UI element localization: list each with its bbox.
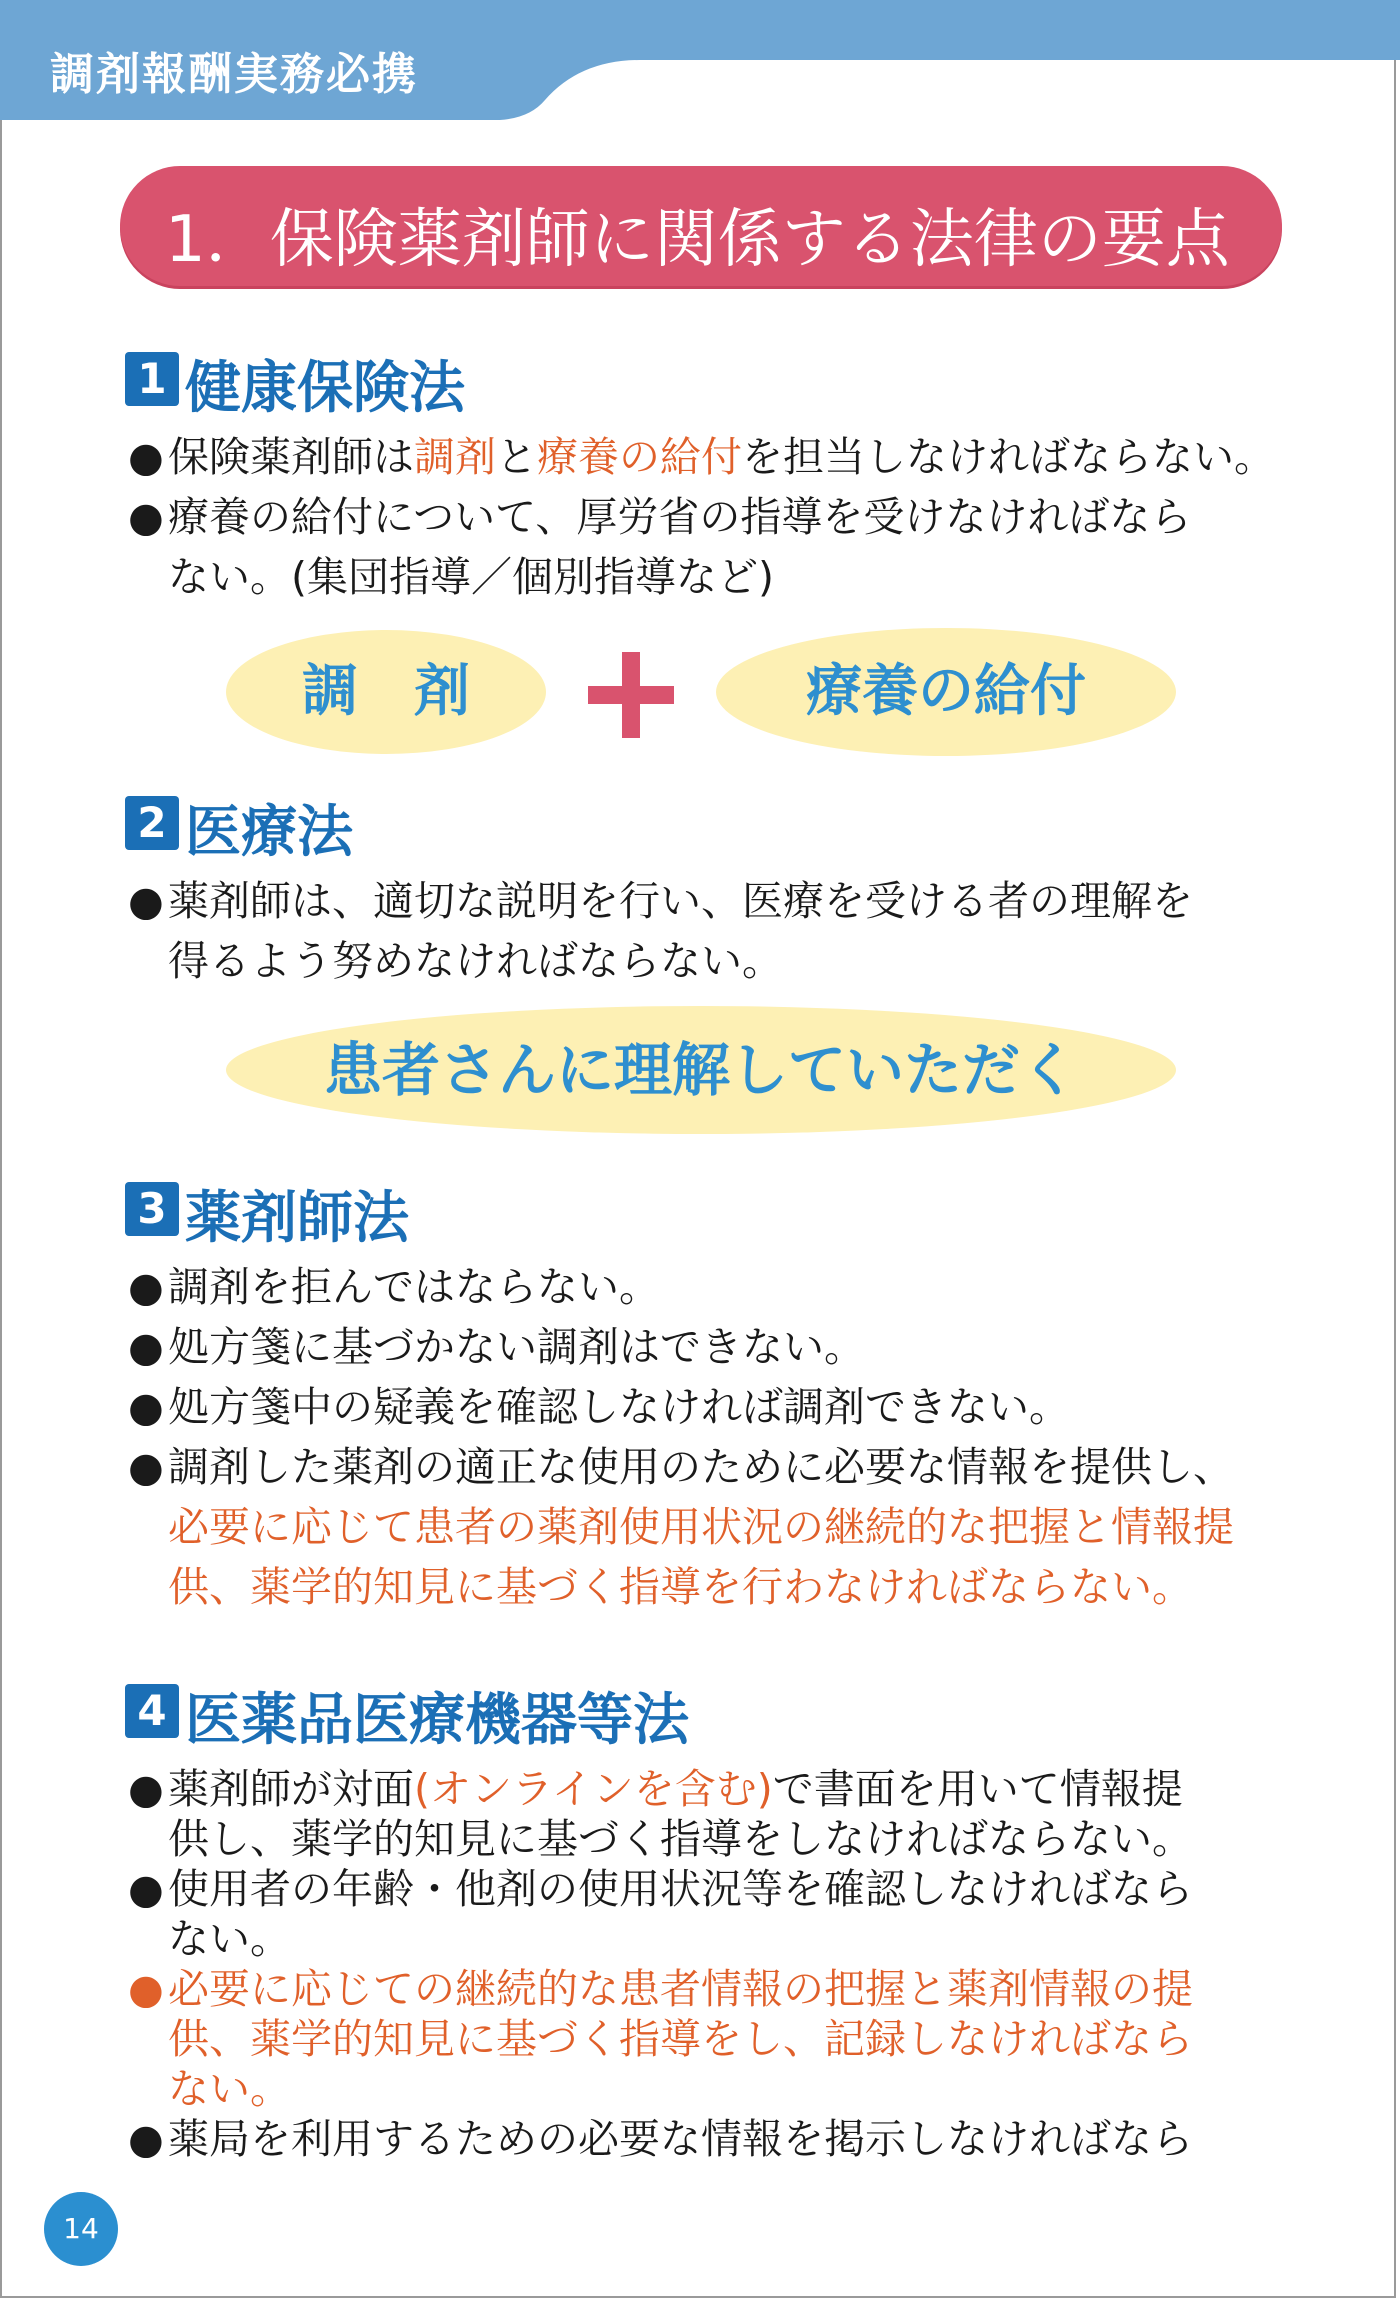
s4-line-1: ● 薬剤師が対面(オンラインを含む)で書面を用いて情報提 — [128, 1765, 1183, 1813]
bullet: ● — [128, 2115, 164, 2163]
s4-line-2: 供し、薬学的知見に基づく指導をしなければならない。 — [168, 1815, 1193, 1863]
section-number-1: 1 — [125, 352, 179, 406]
s4-line-8: ● 薬局を利用するための必要な情報を掲示しなければなら — [128, 2115, 1193, 2163]
ellipse-ryoyo: 療養の給付 — [716, 628, 1176, 756]
section-number-3: 3 — [125, 1182, 179, 1236]
bullet: ● — [128, 433, 164, 481]
section-number-2: 2 — [125, 796, 179, 850]
heading-label-4: 医薬品医療機器等法 — [185, 1688, 689, 1753]
bullet: ● — [128, 1323, 164, 1371]
section-number-4: 4 — [125, 1684, 179, 1738]
ellipse-rikai: 患者さんに理解していただく — [226, 1006, 1176, 1134]
bullet: ● — [128, 1263, 164, 1311]
bullet: ● — [128, 1383, 164, 1431]
section-title: 1．保険薬剤師に関係する法律の要点 — [165, 203, 1230, 277]
bullet: ● — [128, 493, 164, 541]
s3-line-1: ● 調剤を拒んではならない。 — [128, 1263, 660, 1311]
header-title: 調剤報酬実務必携 — [50, 49, 418, 100]
s2-line-1: ● 薬剤師は、適切な説明を行い、医療を受ける者の理解を — [128, 877, 1193, 925]
s1-line-2: ● 療養の給付について、厚労省の指導を受けなければなら — [128, 493, 1192, 541]
s3-line-4: ● 調剤した薬剤の適正な使用のために必要な情報を提供し、 — [128, 1443, 1234, 1491]
bullet: ● — [128, 1865, 164, 1913]
bullet: ● — [128, 1443, 164, 1491]
s4-line-3: ● 使用者の年齢・他剤の使用状況等を確認しなければなら — [128, 1865, 1193, 1913]
bullet: ● — [128, 1965, 164, 2013]
bullet: ● — [128, 877, 164, 925]
bullet: ● — [128, 1765, 164, 1813]
s4-line-5: ● 必要に応じての継続的な患者情報の把握と薬剤情報の提 — [128, 1965, 1193, 2013]
heading-label-1: 健康保険法 — [185, 356, 465, 421]
s3-line-3: ● 処方箋中の疑義を確認しなければ調剤できない。 — [128, 1383, 1070, 1431]
page-number: 14 — [44, 2192, 118, 2266]
s3-line-2: ● 処方箋に基づかない調剤はできない。 — [128, 1323, 865, 1371]
s4-line-6: 供、薬学的知見に基づく指導をし、記録しなければなら — [168, 2015, 1193, 2063]
ellipse-chozai: 調 剤 — [226, 630, 546, 754]
heading-label-2: 医療法 — [185, 800, 353, 865]
s1-line-3: ない。(集団指導／個別指導など) — [168, 553, 774, 601]
s4-line-7: ない。 — [168, 2065, 291, 2113]
s3-line-6: 供、薬学的知見に基づく指導を行わなければならない。 — [168, 1563, 1193, 1611]
plus-icon — [588, 652, 674, 738]
heading-label-3: 薬剤師法 — [185, 1186, 409, 1251]
section-title-pill — [120, 166, 1282, 286]
s2-line-2: 得るよう努めなければならない。 — [168, 937, 783, 985]
s3-line-5: 必要に応じて患者の薬剤使用状況の継続的な把握と情報提 — [168, 1503, 1234, 1551]
s1-line-1: ● 保険薬剤師は調剤と療養の給付を担当しなければならない。 — [128, 433, 1275, 481]
s4-line-4: ない。 — [168, 1915, 291, 1963]
